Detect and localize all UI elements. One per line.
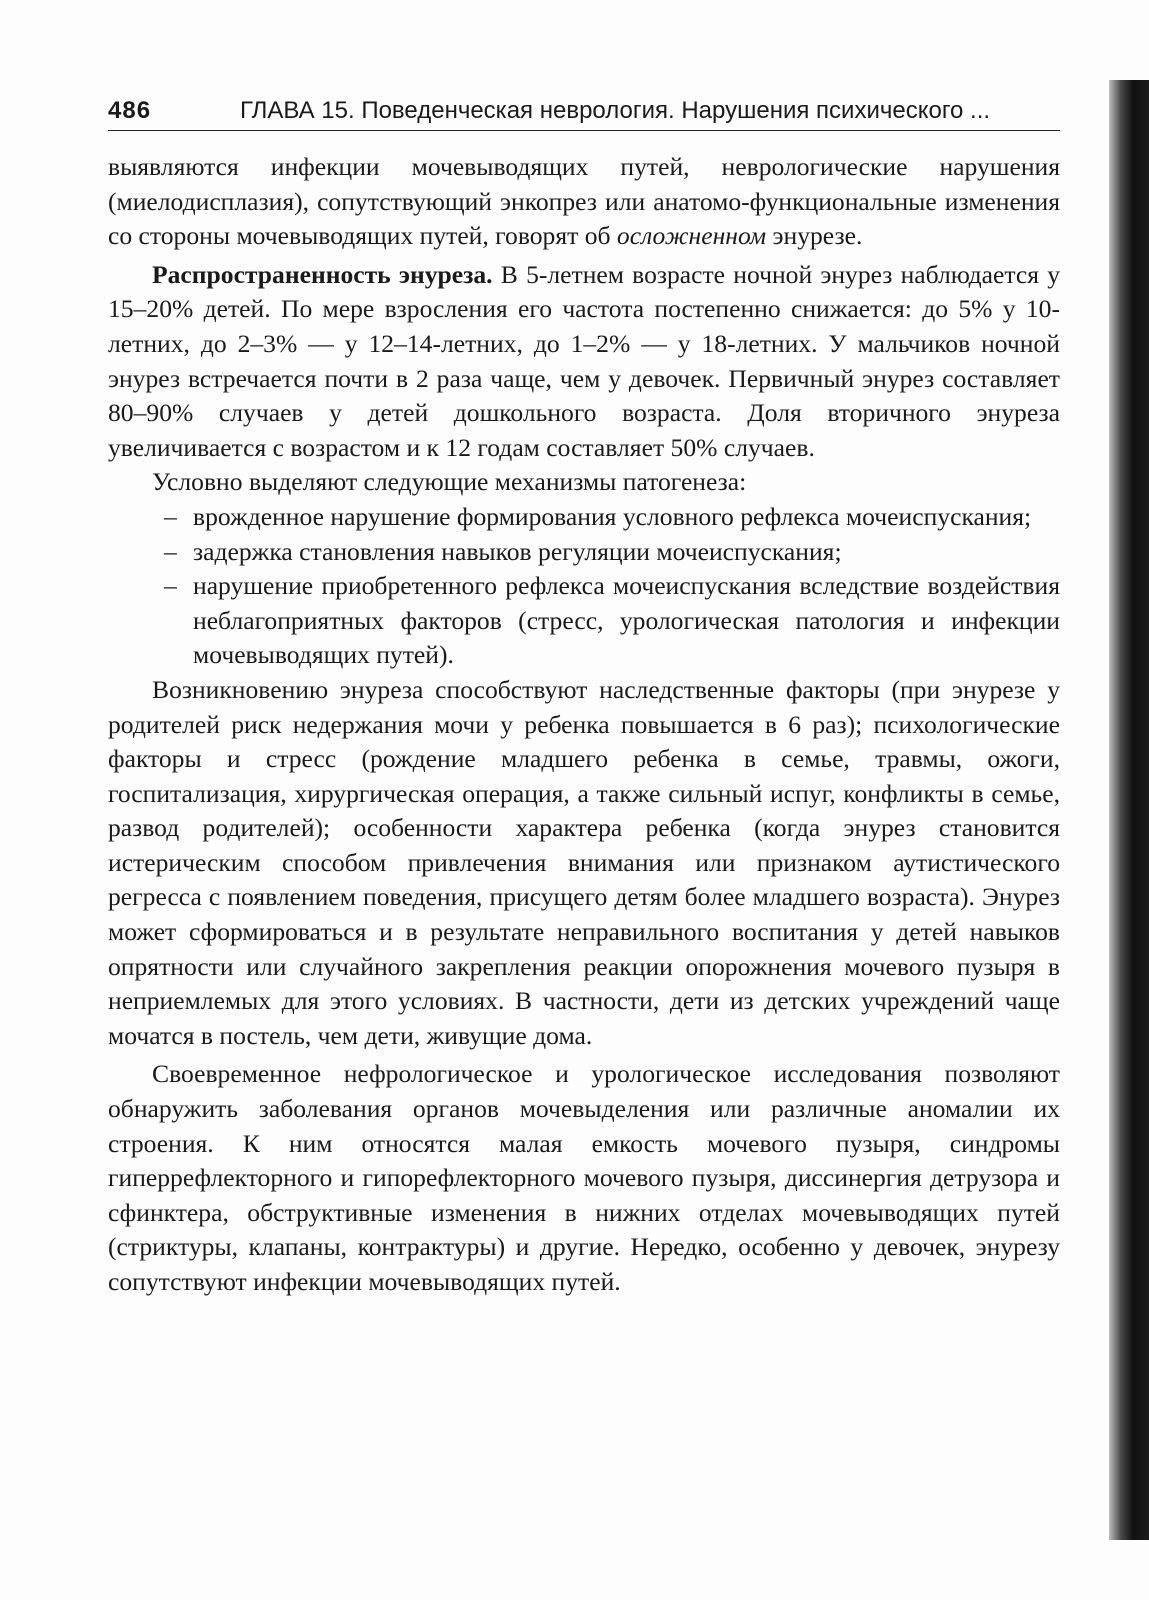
list-item	[164, 569, 1060, 673]
paragraph-text: выявляются инфекции мочевыводящих путей, неврологические нарушения (миелодисплазия), сопутствующий энкопрез или анатомо-функциональные изменения со стороны мочевыводящих путей, говорят об	[108, 152, 1060, 251]
running-head	[108, 92, 1060, 131]
list-item-text: нарушение приобретенного рефлекса мочеиспускания вследствие воздействия неблагоприятных факторов (стресс, урологическая патология и инфекции мочевыводящих путей).	[193, 571, 1060, 670]
paragraph-risk-factors: Возникновению энуреза способствуют наследственные факторы (при энурезе у родителей риск недержания мочи у ребенка повышается в 6 раз); психологические факторы и стресс (рождение младшего ребенка в семье, травмы, ожоги, госпитализация, хирургическая операция, а также сильный испуг, конфликты в семье, развод родителей); особенности характера ребенка (когда энурез становится истерическим способом привлечения внимания или признаком аутистического регресса с появлением поведения, присущего детям более младшего возраста). Энурез может сформироваться и в результате неправильного воспитания у детей навыков опрятности или случайного закрепления реакции опорожнения мочевого пузыря в неприемлемых для этого условиях. В частности, дети из детских учреждений чаще мочатся в постель, чем дети, живущие дома.	[108, 674, 1060, 1050]
section-lead-heading: Распространенность энуреза.	[152, 259, 493, 289]
page-number: 486	[108, 97, 152, 124]
paragraph-text: В 5-летнем возрасте ночной энурез наблюдается у 15–20% детей. По мере взросления его частота постепенно снижается: до 5% у 10-летних, до 2–3% — у 12–14-летних, до 1–2% — у 18-летних. У мальчиков ночной энурез встречается почти в 2 раза чаще, чем у девочек. Первичный энурез составляет 80–90% случаев у детей дошкольного возраста. Доля вторичного энуреза увеличивается с возрастом и к 12 годам составляет 50% случаев.	[108, 259, 1061, 462]
list-dash: –	[164, 501, 177, 531]
paragraph-mechanisms-intro: Условно выделяют следующие механизмы патогенеза:	[152, 467, 747, 497]
list-item	[164, 535, 1060, 570]
list-dash: –	[164, 536, 177, 566]
paragraph-examination: Своевременное нефрологическое и урологическое исследования позволяют обнаружить заболевания органов мочевыделения или различные аномалии их строения. К ним относятся малая емкость мочевого пузыря, синдромы гиперрефлекторного и гипорефлекторного мочевого пузыря, диссинергия детрузора и сфинктера, обструктивные изменения в нижних отделах мочевыводящих путей (стриктуры, клапаны, контрактуры) и другие. Нередко, особенно у девочек, энурезу сопутствуют инфекции мочевыводящих путей.	[108, 1059, 1060, 1296]
main-text	[108, 150, 1060, 1300]
list-item	[164, 500, 1060, 535]
binding-shadow	[1109, 80, 1149, 1540]
emphasized-term: осложненном	[616, 221, 767, 251]
mechanisms-list	[108, 500, 1060, 673]
paragraph-prevalence	[108, 258, 1060, 466]
paragraph-complicated-enuresis	[108, 150, 1060, 254]
paragraph-text: энурезе.	[766, 221, 863, 251]
list-dash: –	[164, 571, 177, 601]
list-item-text: врожденное нарушение формирования условного рефлекса мочеиспускания;	[193, 501, 1032, 531]
chapter-title: ГЛАВА 15. Поведенческая неврология. Нарушения психического ...	[240, 97, 991, 124]
list-item-text: задержка становления навыков регуляции мочеиспускания;	[193, 536, 842, 566]
